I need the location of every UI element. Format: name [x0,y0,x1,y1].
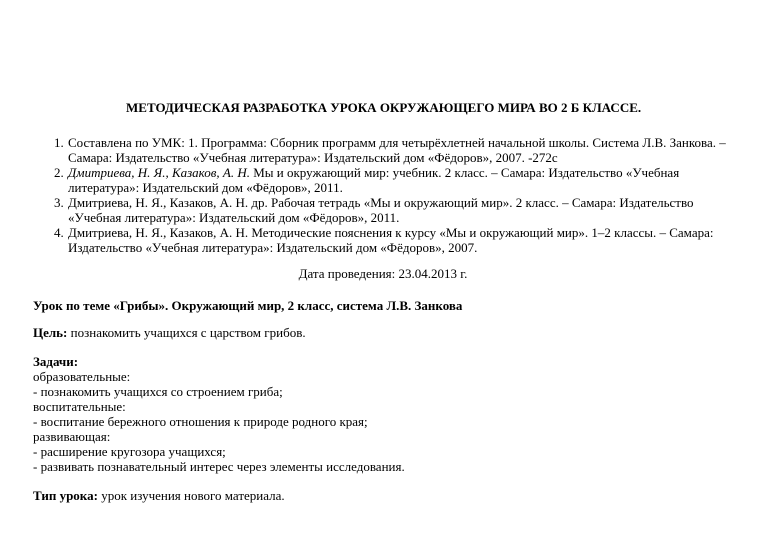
goal-section [33,325,743,340]
task-line: воспитательные: [33,399,126,414]
tasks-section [33,354,743,474]
reference-item: 2. Дмитриева, Н. Я., Казаков, А. Н. Мы и окружающий мир: учебник. 2 класс. – Самара: Издательство «Учебная литература»: Издательский дом «Фёдоров», 2011. [67,165,733,195]
goal-text: познакомить учащихся с царством грибов. [67,325,306,340]
goal-label: Цель: [33,325,68,340]
task-line: - познакомить учащихся со строением гриба; [33,384,283,399]
lesson-type-text: урок изучения нового материала. [97,488,285,503]
reference-list [33,135,733,255]
tasks-label: Задачи: [33,354,79,369]
reference-item: 1. Составлена по УМК: 1. Программа: Сборник программ для четырёхлетней начальной школы. Система Л.В. Занкова. – Самара: Издательство «Учебная литература»: Издательский дом «Фёдоров», 2007. -272с [67,135,733,165]
lesson-type-section [33,488,743,503]
reference-item: 3. Дмитриева, Н. Я., Казаков, А. Н. др. Рабочая тетрадь «Мы и окружающий мир». 2 класс. – Самара: Издательство «Учебная литература»: Издательский дом «Фёдоров», 2011. [67,195,733,225]
task-line: - воспитание бережного отношения к природе родного края; [33,414,368,429]
task-line: - расширение кругозора учащихся; [33,444,226,459]
document-title: МЕТОДИЧЕСКАЯ РАЗРАБОТКА УРОКА ОКРУЖАЮЩЕГО МИРА ВО 2 Б КЛАССЕ. [126,100,642,115]
lesson-heading: Урок по теме «Грибы». Окружающий мир, 2 класс, система Л.В. Занкова [33,298,463,313]
lesson-type-label: Тип урока: [33,488,98,503]
reference-item: 4. Дмитриева, Н. Я., Казаков, А. Н. Методические пояснения к курсу «Мы и окружающий мир». 1–2 классы. – Самара: Издательство «Учебная литература»: Издательский дом «Фёдоров», 2007. [67,225,733,255]
task-line: образовательные: [33,369,131,384]
task-line: - развивать познавательный интерес через элементы исследования. [33,459,405,474]
lesson-date: Дата проведения: 23.04.2013 г. [298,266,468,281]
task-line: развивающая: [33,429,111,444]
